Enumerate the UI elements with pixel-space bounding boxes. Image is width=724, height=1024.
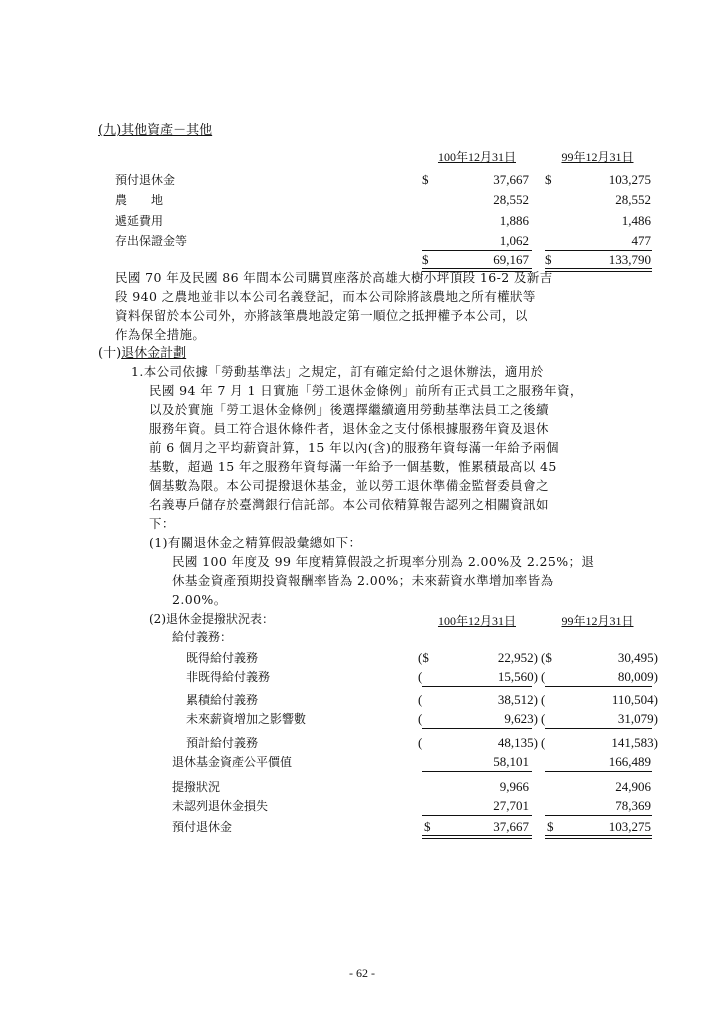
s10-row-label: 退休基金資產公平價值	[172, 755, 293, 769]
s10-cur-value: 48,135)	[497, 735, 538, 750]
s10-cur-left: (	[418, 692, 423, 707]
s10-line-prior	[545, 771, 652, 772]
s9-note-line: 段 940 之農地並非以本公司名義登記，而本公司除將該農地之所有權狀等	[115, 289, 536, 304]
s10-cur-left: (	[418, 711, 423, 726]
s10-row-label: 未認列退休金損失	[172, 799, 269, 813]
s9-total-prior: 133,790	[608, 252, 651, 267]
s10-line-prior	[545, 686, 652, 687]
s10-prior-value: 24,906	[615, 779, 651, 794]
s10-item1-line: 民國 94 年 7 月 1 日實施「勞工退休金條例」前所有正式員工之服務年資，	[149, 383, 583, 398]
s10-obligation-header: 給付義務：	[172, 630, 233, 644]
s9-prior-sign: $	[545, 172, 552, 187]
section10-title	[98, 346, 186, 362]
s10-item1-line: 以及於實施「勞工退休金條例」後選擇繼續適用勞動基準法員工之後續	[149, 402, 549, 417]
s9-prior-value: 103,275	[608, 172, 651, 187]
s9-note-line: 民國 70 年及民國 86 年間本公司購買座落於高雄大樹小坪頂段 16-2 及新吉	[115, 270, 553, 285]
s10-row-label: 累積給付義務	[186, 693, 259, 707]
s10-sub1-line: 民國 100 年度及 99 年度精算假設之折現率分別為 2.00%及 2.25%；退	[172, 554, 595, 569]
s10-prior-value: 103,275	[608, 819, 651, 834]
s9-note-line: 作為保全措施。	[115, 327, 206, 342]
section10-prefix: (十)	[98, 346, 122, 361]
s9-total-double-line-prior	[545, 268, 652, 272]
s10-line-prior	[545, 815, 652, 816]
s10-row-label: 預計給付義務	[186, 736, 259, 750]
s9-row-label: 遞延費用	[115, 214, 164, 228]
s9-cur-value: 37,667	[493, 172, 529, 187]
s10-row-label: 提撥狀況	[172, 780, 221, 794]
s9-total-cur: 69,167	[493, 252, 529, 267]
s10-cur-left: $	[424, 819, 431, 834]
s10-prior-left: (	[541, 711, 546, 726]
s9-row-label: 存出保證金等	[115, 234, 188, 248]
s10-row-label: 既得給付義務	[186, 651, 259, 665]
s10-row-label: 未來薪資增加之影響數	[186, 712, 307, 726]
section9-title	[98, 123, 212, 139]
s10-prior-value: 110,504)	[611, 692, 658, 707]
s10-row-label: 非既得給付義務	[186, 670, 271, 684]
s10-prior-left: (	[541, 735, 546, 750]
s9-cur-sign: $	[422, 172, 429, 187]
s10-item1-line: 前 6 個月之平均薪資計算，15 年以內(含)的服務年資每滿一年給予兩個	[149, 440, 559, 455]
s10-item1-line: 個基數為限。本公司提撥退休基金，並以勞工退休準備金監督委員會之	[149, 478, 549, 493]
s10-line-prior	[545, 728, 652, 729]
s10-sub1-line: 休基金資產預期投資報酬率皆為 2.00%；未來薪資水準增加率皆為	[172, 573, 554, 588]
page-number: - 62 -	[349, 966, 375, 980]
s10-prior-left: $	[547, 819, 554, 834]
s9-prior-value: 28,552	[615, 192, 651, 207]
s9-col-prior: 99年12月31日	[561, 150, 634, 164]
s10-cur-left: ($	[418, 650, 429, 665]
s10-cur-value: 9,966	[499, 779, 529, 794]
s10-item1-line: 名義專戶儲存於臺灣銀行信託部。本公司依精算報告認列之相關資訊如	[149, 497, 549, 512]
s10-cur-value: 9,623)	[504, 711, 538, 726]
s10-row-label: 預付退休金	[172, 820, 233, 834]
s10-cur-value: 58,101	[493, 754, 529, 769]
section10-title-text: 退休金計劃	[121, 346, 187, 361]
section9-title-text: (九)其他資產－其他	[98, 123, 213, 138]
s10-prior-value: 31,079)	[617, 711, 658, 726]
s10-prior-value: 78,369	[615, 798, 651, 813]
s10-line-cur	[422, 686, 532, 687]
s9-prior-value: 477	[631, 233, 651, 248]
s10-item1-line: 1.本公司依據「勞動基準法」之規定，訂有確定給付之退休辦法，適用於	[131, 364, 544, 379]
s10-col-prior: 99年12月31日	[561, 614, 634, 628]
s10-total-double-line-cur	[422, 835, 532, 839]
s10-item1-line: 基數，超過 15 年之服務年資每滿一年給予一個基數，惟累積最高以 45	[149, 459, 557, 474]
s9-cur-value: 1,886	[499, 213, 529, 228]
s10-line-cur	[422, 815, 532, 816]
s9-cur-value: 1,062	[499, 233, 529, 248]
s10-item1-line: 下：	[149, 516, 175, 531]
s10-cur-value: 15,560)	[497, 669, 538, 684]
s9-subtotal-line-cur	[422, 250, 532, 251]
s10-cur-value: 37,667	[493, 819, 529, 834]
s9-col-current: 100年12月31日	[437, 150, 516, 164]
s10-cur-left: (	[418, 735, 423, 750]
s10-prior-left: ($	[541, 650, 552, 665]
s9-row-label: 預付退休金	[115, 173, 176, 187]
s9-prior-value: 1,486	[621, 213, 651, 228]
s9-subtotal-line-prior	[545, 250, 652, 251]
s10-sub1-title: (1)有關退休金之精算假設彙總如下：	[149, 535, 362, 550]
s10-total-double-line-prior	[545, 835, 652, 839]
s9-row-label: 農 地	[115, 193, 164, 207]
s10-sub2-title: (2)退休金提撥狀況表：	[149, 612, 274, 626]
s9-total-prior-sign: $	[545, 252, 552, 267]
s10-col-current: 100年12月31日	[437, 614, 516, 628]
s9-total-cur-sign: $	[422, 252, 429, 267]
s10-prior-value: 141,583)	[611, 735, 658, 750]
s10-cur-value: 38,512)	[497, 692, 538, 707]
s10-sub1-line: 2.00%。	[172, 592, 227, 607]
s10-prior-value: 80,009)	[617, 669, 658, 684]
s10-line-cur	[422, 771, 532, 772]
s10-prior-value: 166,489	[608, 754, 651, 769]
s10-line-cur	[422, 728, 532, 729]
s10-prior-left: (	[541, 669, 546, 684]
s9-note-line: 資料保留於本公司外，亦將該筆農地設定第一順位之抵押權予本公司，以	[115, 308, 528, 323]
s10-cur-value: 22,952)	[497, 650, 538, 665]
s10-prior-value: 30,495)	[617, 650, 658, 665]
s9-cur-value: 28,552	[493, 192, 529, 207]
s10-cur-value: 27,701	[493, 798, 529, 813]
s10-cur-left: (	[418, 669, 423, 684]
s10-prior-left: (	[541, 692, 546, 707]
s10-item1-line: 服務年資。員工符合退休條件者，退休金之支付係根據服務年資及退休	[149, 421, 549, 436]
